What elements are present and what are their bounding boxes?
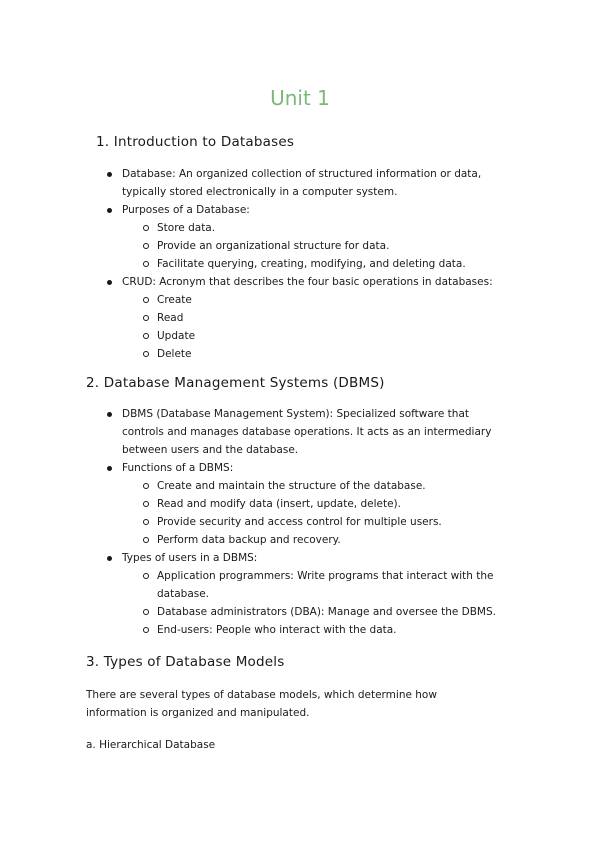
- sub-list: [122, 477, 504, 549]
- sub-list: [122, 291, 504, 363]
- section-1-heading: 1. Introduction to Databases: [96, 134, 295, 150]
- sub-list-item: Read: [122, 309, 504, 327]
- list-item-text: Functions of a DBMS:: [122, 462, 234, 474]
- sub-list-item: Delete: [122, 345, 504, 363]
- sub-list: [122, 567, 504, 639]
- list-item-text: Database: An organized collection of structured information or data, typically stored electronically in a computer system.: [122, 168, 482, 198]
- list-item: [104, 273, 504, 363]
- list-item-text: CRUD: Acronym that describes the four basic operations in databases:: [122, 276, 493, 288]
- sub-list-item: Create and maintain the structure of the database.: [122, 477, 504, 495]
- list-item-text: Purposes of a Database:: [122, 204, 250, 216]
- sub-list-item: Provide security and access control for multiple users.: [122, 513, 504, 531]
- list-item: [104, 165, 504, 201]
- section-1-list: [104, 165, 504, 363]
- sub-list-item: Database administrators (DBA): Manage and oversee the DBMS.: [122, 603, 504, 621]
- sub-list-item: Read and modify data (insert, update, delete).: [122, 495, 504, 513]
- list-item: [104, 405, 504, 459]
- list-item-text: DBMS (Database Management System): Specialized software that controls and manages database operations. It acts as an intermediary between users and the database.: [122, 408, 492, 456]
- list-item: [104, 201, 504, 273]
- sub-list-item: Perform data backup and recovery.: [122, 531, 504, 549]
- list-item: [104, 549, 504, 639]
- section-2-list: [104, 405, 504, 639]
- section-3-intro: There are several types of database models, which determine how information is organized and manipulated.: [86, 689, 437, 719]
- sub-list-item: Update: [122, 327, 504, 345]
- section-3-heading: 3. Types of Database Models: [86, 654, 285, 670]
- sub-list-item: End-users: People who interact with the data.: [122, 621, 504, 639]
- sub-list-item: Facilitate querying, creating, modifying, and deleting data.: [122, 255, 504, 273]
- sub-list: [122, 219, 504, 273]
- sub-list-item: Application programmers: Write programs that interact with the database.: [122, 567, 504, 603]
- section-2-heading: 2. Database Management Systems (DBMS): [86, 375, 385, 391]
- sub-list-item: Provide an organizational structure for data.: [122, 237, 504, 255]
- list-item: [104, 459, 504, 549]
- sub-list-item: Create: [122, 291, 504, 309]
- page-title: Unit 1: [270, 86, 330, 110]
- list-item-text: Types of users in a DBMS:: [122, 552, 258, 564]
- section-3-subheading: a. Hierarchical Database: [86, 739, 216, 751]
- sub-list-item: Store data.: [122, 219, 504, 237]
